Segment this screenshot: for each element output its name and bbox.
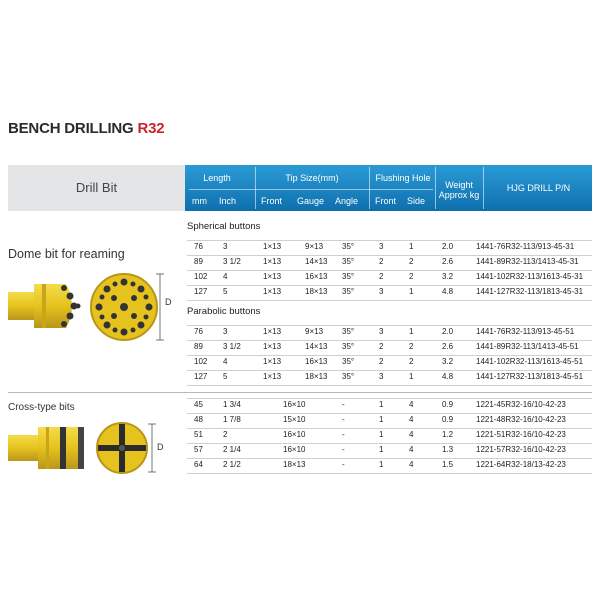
header-gauge: Gauge (297, 196, 325, 206)
cell-fh-side: 2 (409, 257, 414, 266)
cell-mm: 64 (194, 460, 203, 469)
cell-fh-side: 1 (409, 372, 414, 381)
header-blue-band (185, 165, 592, 211)
header-divider (369, 167, 370, 209)
cell-pn: 1221-64R32-18/13-42-23 (476, 460, 566, 469)
cell-angle: 35° (342, 372, 355, 381)
cell-pn: 1441-127R32-113/1813-45-51 (476, 372, 584, 381)
cell-weight: 0.9 (442, 400, 454, 409)
cell-cross: 18×13 (283, 460, 306, 469)
cell-angle: - (342, 430, 345, 439)
header-fh-front: Front (375, 196, 397, 206)
cell-pn: 1441-102R32-113/1613-45-31 (476, 272, 584, 281)
header-divider (189, 189, 433, 190)
cell-gauge: 14×13 (305, 342, 328, 351)
cell-fh-front: 2 (379, 257, 384, 266)
header-drill-bit: Drill Bit (75, 180, 118, 195)
cell-inch: 5 (223, 372, 228, 381)
cell-mm: 57 (194, 445, 203, 454)
cell-fh-side: 4 (409, 445, 414, 454)
table-header (8, 165, 592, 211)
cell-cross: 16×10 (283, 430, 306, 439)
cell-fh-front: 2 (379, 272, 384, 281)
cell-fh-front: 1 (379, 415, 384, 424)
cell-weight: 4.8 (442, 372, 454, 381)
cell-fh-side: 2 (409, 357, 414, 366)
cell-pn: 1221-51R32-16/10-42-23 (476, 430, 566, 439)
cell-angle: 35° (342, 242, 355, 251)
table-row (187, 270, 592, 285)
cell-weight: 3.2 (442, 357, 454, 366)
cell-fh-side: 4 (409, 430, 414, 439)
cell-angle: 35° (342, 272, 355, 281)
table-row (187, 240, 592, 255)
header-front: Front (261, 196, 283, 206)
cell-fh-front: 1 (379, 430, 384, 439)
cell-angle: 35° (342, 342, 355, 351)
cell-gauge: 18×13 (305, 372, 328, 381)
cell-angle: - (342, 445, 345, 454)
cell-fh-front: 3 (379, 287, 384, 296)
cell-gauge: 9×13 (305, 242, 324, 251)
cell-fh-front: 1 (379, 460, 384, 469)
cell-weight: 2.0 (442, 327, 454, 336)
header-length: Length (203, 173, 231, 183)
cell-front: 1×13 (263, 272, 282, 281)
cell-weight: 1.5 (442, 460, 454, 469)
header-divider (255, 167, 256, 209)
table-row (187, 355, 592, 370)
cross-dimension-label: D (157, 442, 164, 452)
header-divider (483, 167, 484, 209)
table-row (187, 255, 592, 270)
cell-gauge: 18×13 (305, 287, 328, 296)
cell-weight: 3.2 (442, 272, 454, 281)
cell-cross: 16×10 (283, 445, 306, 454)
table-row (187, 370, 592, 386)
cell-weight: 1.2 (442, 430, 454, 439)
cell-inch: 2 (223, 430, 228, 439)
cell-angle: 35° (342, 287, 355, 296)
cell-fh-side: 4 (409, 415, 414, 424)
cell-mm: 127 (194, 372, 208, 381)
section-divider (8, 392, 592, 393)
table-row (187, 428, 592, 443)
cell-mm: 51 (194, 430, 203, 439)
subsection-parabolic: Parabolic buttons (187, 306, 261, 317)
table-row (187, 413, 592, 428)
cell-weight: 0.9 (442, 415, 454, 424)
cell-inch: 4 (223, 272, 228, 281)
cell-pn: 1221-48R32-16/10-42-23 (476, 415, 566, 424)
cell-pn: 1441-76R32-113/913-45-31 (476, 242, 575, 251)
cell-pn: 1221-57R32-16/10-42-23 (476, 445, 566, 454)
cell-front: 1×13 (263, 242, 282, 251)
cell-weight: 2.0 (442, 242, 454, 251)
cell-gauge: 16×13 (305, 272, 328, 281)
dome-bit-front-image (88, 270, 178, 349)
table-row (187, 340, 592, 355)
cell-front: 1×13 (263, 257, 282, 266)
page-title (8, 120, 164, 137)
title-text: BENCH DRILLING (8, 120, 138, 137)
cell-inch: 2 1/4 (223, 445, 241, 454)
table-row (187, 285, 592, 301)
cross-bit-side-image (8, 423, 92, 478)
cell-pn: 1441-76R32-113/913-45-51 (476, 327, 575, 336)
cell-fh-front: 2 (379, 357, 384, 366)
cell-gauge: 9×13 (305, 327, 324, 336)
cell-mm: 102 (194, 357, 208, 366)
cell-gauge: 16×13 (305, 357, 328, 366)
header-divider (435, 167, 436, 209)
cell-front: 1×13 (263, 342, 282, 351)
cell-inch: 5 (223, 287, 228, 296)
cell-angle: - (342, 400, 345, 409)
section-dome-label: Dome bit for reaming (8, 247, 125, 261)
cell-fh-side: 2 (409, 272, 414, 281)
table-row (187, 398, 592, 413)
cell-front: 1×13 (263, 357, 282, 366)
cell-inch: 3 (223, 327, 228, 336)
header-angle: Angle (335, 196, 359, 206)
cell-inch: 4 (223, 357, 228, 366)
cell-mm: 76 (194, 242, 203, 251)
cell-mm: 76 (194, 327, 203, 336)
cell-mm: 45 (194, 400, 203, 409)
title-accent: R32 (137, 120, 165, 137)
section-cross-label: Cross-type bits (8, 402, 75, 413)
header-weight-unit: Approx kg (438, 190, 480, 200)
cell-weight: 4.8 (442, 287, 454, 296)
cell-angle: 35° (342, 257, 355, 266)
cell-cross: 15×10 (283, 415, 306, 424)
header-mm: mm (192, 196, 207, 206)
header-fh-side: Side (407, 196, 426, 206)
cell-fh-side: 1 (409, 242, 414, 251)
cell-front: 1×13 (263, 287, 282, 296)
cell-inch: 3 1/2 (223, 342, 241, 351)
cell-fh-side: 1 (409, 327, 414, 336)
cell-inch: 1 3/4 (223, 400, 241, 409)
cell-front: 1×13 (263, 327, 282, 336)
header-inch: Inch (219, 196, 237, 206)
cell-fh-front: 3 (379, 372, 384, 381)
cell-fh-side: 4 (409, 460, 414, 469)
cell-pn: 1441-127R32-113/1813-45-31 (476, 287, 584, 296)
cell-fh-front: 1 (379, 400, 384, 409)
cell-mm: 89 (194, 257, 203, 266)
cell-mm: 89 (194, 342, 203, 351)
cell-fh-front: 2 (379, 342, 384, 351)
cell-inch: 3 (223, 242, 228, 251)
subsection-spherical: Spherical buttons (187, 221, 261, 232)
cell-angle: - (342, 415, 345, 424)
cell-weight: 2.6 (442, 342, 454, 351)
cell-angle: 35° (342, 327, 355, 336)
cell-weight: 2.6 (442, 257, 454, 266)
cell-angle: - (342, 460, 345, 469)
cell-inch: 3 1/2 (223, 257, 241, 266)
header-drill-bit-cell (8, 165, 185, 211)
cell-fh-front: 3 (379, 242, 384, 251)
dome-dimension-label: D (165, 297, 172, 307)
cell-weight: 1.3 (442, 445, 454, 454)
dome-bit-side-image (8, 278, 92, 339)
table-row (187, 325, 592, 340)
header-flushing-hole: Flushing Hole (375, 173, 431, 183)
header-tip-size: Tip Size(mm) (285, 173, 339, 183)
table-row (187, 443, 592, 458)
cell-fh-front: 3 (379, 327, 384, 336)
cell-inch: 1 7/8 (223, 415, 241, 424)
header-part-number: HJG DRILL P/N (506, 183, 571, 193)
cell-fh-front: 1 (379, 445, 384, 454)
table-row (187, 458, 592, 474)
cell-gauge: 14×13 (305, 257, 328, 266)
cell-pn: 1441-102R32-113/1613-45-51 (476, 357, 584, 366)
cell-inch: 2 1/2 (223, 460, 241, 469)
cell-cross: 16×10 (283, 400, 306, 409)
cell-mm: 127 (194, 287, 208, 296)
cell-mm: 102 (194, 272, 208, 281)
cell-fh-side: 4 (409, 400, 414, 409)
cell-pn: 1441-89R32-113/1413-45-51 (476, 342, 579, 351)
cell-pn: 1221-45R32-16/10-42-23 (476, 400, 566, 409)
cross-bit-front-image (94, 420, 164, 481)
cell-fh-side: 1 (409, 287, 414, 296)
cell-front: 1×13 (263, 372, 282, 381)
header-weight: Weight (445, 180, 473, 190)
cell-mm: 48 (194, 415, 203, 424)
cell-fh-side: 2 (409, 342, 414, 351)
cell-angle: 35° (342, 357, 355, 366)
cell-pn: 1441-89R32-113/1413-45-31 (476, 257, 579, 266)
